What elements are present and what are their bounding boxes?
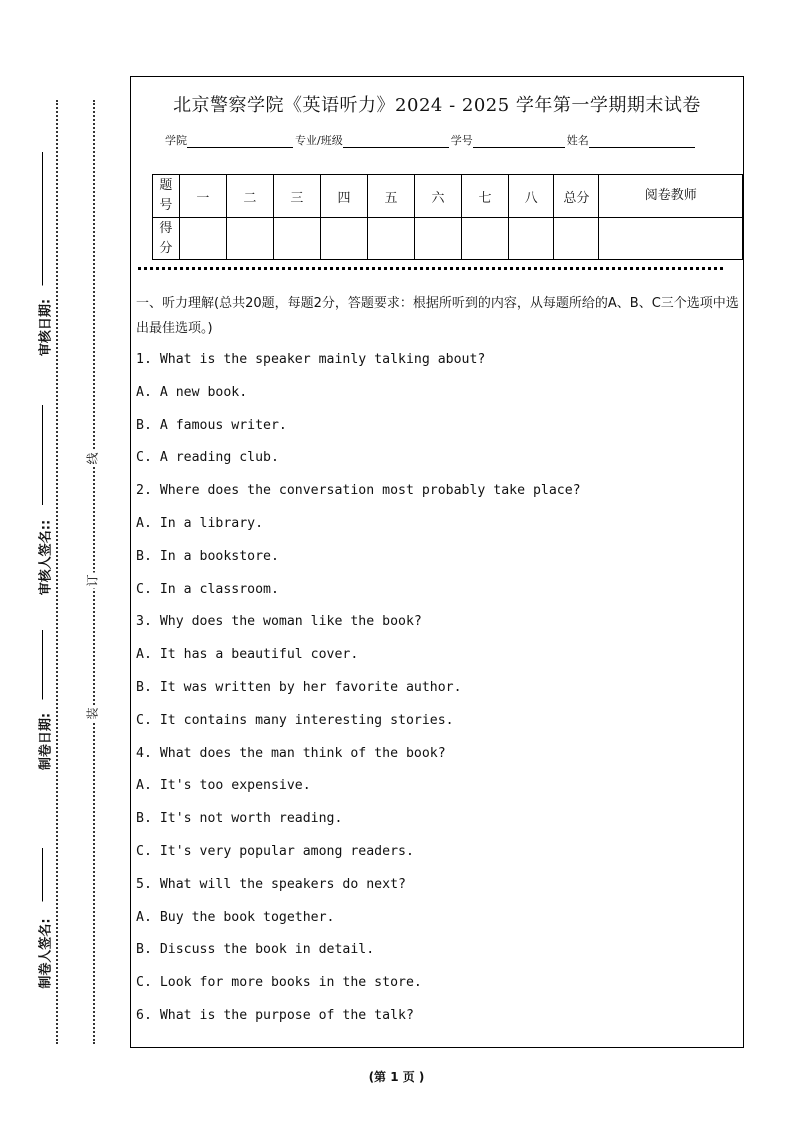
row-label-question-number: 题号 [153, 175, 180, 218]
option-line: B. A famous writer. [136, 417, 287, 433]
binding-mark-line: 线 [85, 452, 100, 465]
option-line: C. Look for more books in the store. [136, 975, 422, 991]
page-number: (第 1 页 ) [368, 1070, 425, 1084]
score-cell[interactable] [367, 218, 414, 260]
student-id-field[interactable] [473, 135, 565, 148]
score-cell[interactable] [179, 218, 226, 260]
section-instructions: 一、听力理解(总共20题，每题2分，答题要求：根据所听到的内容，从每题所给的A、B、C三个选项中选出最佳选项。) [136, 296, 739, 336]
name-field[interactable] [589, 135, 695, 148]
grader-cell[interactable] [599, 218, 743, 260]
question-line: 5. What will the speakers do next? [136, 876, 406, 892]
score-cell[interactable] [273, 218, 320, 260]
option-line: C. A reading club. [136, 450, 279, 466]
binding-dotted-line-outer [56, 100, 58, 1044]
col-header: 六 [415, 175, 462, 218]
question-line: 2. Where does the conversation most probably take place? [136, 483, 581, 499]
option-line: A. It's too expensive. [136, 778, 311, 794]
approve-date-blank[interactable] [42, 152, 43, 302]
option-line: C. It's very popular among readers. [136, 843, 414, 859]
approver-sign-blank[interactable] [42, 405, 43, 505]
col-header: 七 [462, 175, 509, 218]
maker-sign-label: 制卷人签名: [35, 902, 54, 1006]
name-label: 姓名 [566, 134, 589, 147]
grader-header: 阅卷教师 [599, 175, 743, 218]
question-line: 1. What is the speaker mainly talking about? [136, 352, 486, 367]
make-date-label: 制卷日期: [35, 700, 54, 784]
score-cell[interactable] [509, 218, 554, 260]
question-line: 3. Why does the woman like the book? [136, 614, 422, 630]
option-line: B. It's not worth reading. [136, 811, 343, 827]
col-header: 三 [273, 175, 320, 218]
question-list [136, 349, 741, 1038]
make-date-blank[interactable] [42, 630, 43, 705]
score-table [152, 174, 743, 260]
total-score-cell[interactable] [554, 218, 599, 260]
col-header: 四 [320, 175, 367, 218]
college-label: 学院 [165, 134, 187, 147]
option-line: B. It was written by her favorite author. [136, 679, 462, 695]
exam-title: 北京警察学院《英语听力》2024 - 2025 学年第一学期期末试卷 [173, 95, 701, 116]
col-header: 八 [509, 175, 554, 218]
major-field[interactable] [343, 135, 449, 148]
question-line: 6. What is the purpose of the talk? [136, 1007, 414, 1023]
option-line: C. In a classroom. [136, 581, 279, 597]
score-cell[interactable] [415, 218, 462, 260]
option-line: A. It has a beautiful cover. [136, 647, 359, 663]
option-line: C. It contains many interesting stories. [136, 712, 454, 728]
binding-mark-ding: 订 [85, 574, 100, 587]
option-line: A. Buy the book together. [136, 909, 335, 925]
col-header: 五 [367, 175, 414, 218]
dotted-separator [138, 267, 723, 270]
student-id-label: 学号 [450, 134, 473, 147]
exam-frame [130, 76, 744, 1048]
option-line: B. In a bookstore. [136, 548, 279, 564]
question-line: 4. What does the man think of the book? [136, 745, 446, 761]
col-header: 一 [179, 175, 226, 218]
score-cell[interactable] [462, 218, 509, 260]
total-header: 总分 [554, 175, 599, 218]
row-label-score: 得分 [153, 218, 180, 260]
student-info-row [165, 132, 697, 148]
approver-sign-label: 审核人签名:: [35, 506, 54, 610]
listening-section [136, 291, 741, 1038]
maker-sign-blank[interactable] [42, 848, 43, 908]
major-label: 专业/班级 [295, 134, 343, 147]
approve-date-label: 审核日期: [35, 286, 54, 370]
score-cell[interactable] [226, 218, 273, 260]
option-line: A. In a library. [136, 515, 264, 531]
col-header: 二 [226, 175, 273, 218]
college-field[interactable] [187, 135, 293, 148]
score-cell[interactable] [320, 218, 367, 260]
binding-mark-zhuang: 装 [85, 707, 100, 720]
binding-margin [0, 0, 130, 1122]
option-line: A. A new book. [136, 384, 248, 400]
option-line: B. Discuss the book in detail. [136, 942, 375, 958]
